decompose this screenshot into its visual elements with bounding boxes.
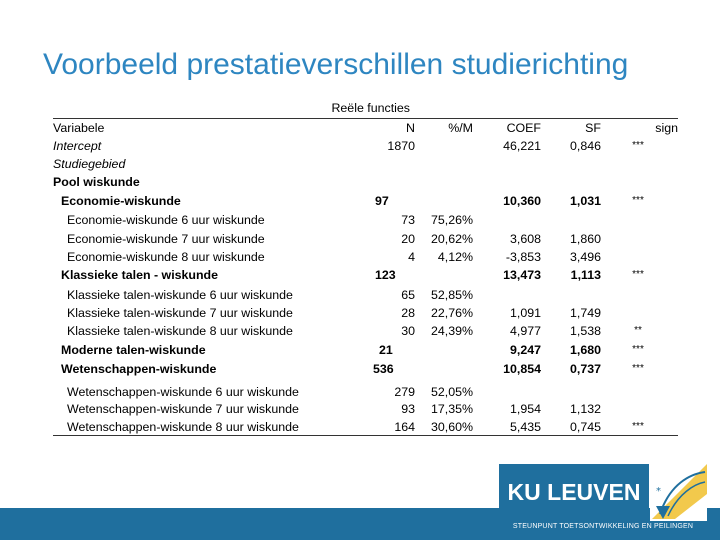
cell-n: 164 [394, 420, 415, 434]
cell-coef: 10,360 [503, 194, 541, 208]
table-row [53, 418, 678, 436]
logo-text: KU LEUVEN [507, 479, 641, 505]
table-row [53, 360, 678, 378]
table-row [53, 173, 678, 191]
cell-pct: 20,62% [430, 232, 473, 246]
cell-sf: 0,745 [569, 420, 601, 434]
cell-n: 97 [375, 194, 389, 208]
table-row [53, 155, 678, 173]
cell-coef: -3,853 [505, 250, 541, 264]
cell-sf: 1,113 [570, 268, 601, 282]
cell-n: 4 [408, 250, 415, 264]
row-label: Intercept [53, 139, 102, 153]
cell-sign: ** [634, 325, 642, 336]
cell-coef: 1,091 [509, 306, 541, 320]
cell-sign: *** [632, 195, 644, 206]
cell-sign: *** [632, 344, 644, 355]
table-row [53, 266, 678, 284]
row-label: Klassieke talen-wiskunde 8 uur wiskunde [67, 324, 293, 338]
table-row [53, 322, 678, 340]
col-header-coef: COEF [506, 121, 541, 135]
ku-leuven-logo [499, 464, 649, 521]
cell-sign: *** [632, 421, 644, 432]
row-label: Klassieke talen - wiskunde [61, 268, 219, 282]
cell-sign: *** [632, 363, 644, 374]
row-label: Wetenschappen-wiskunde 8 uur wiskunde [67, 420, 299, 434]
row-label: Wetenschappen-wiskunde [61, 362, 217, 376]
row-label: Economie-wiskunde 6 uur wiskunde [67, 213, 265, 227]
cell-sign: *** [632, 140, 644, 151]
col-header-pct: %/M [448, 121, 473, 135]
cell-n: 1870 [387, 139, 415, 153]
table-row [53, 211, 678, 229]
cell-n: 123 [375, 268, 396, 282]
table-row [53, 341, 678, 359]
cell-sf: 1,132 [569, 402, 601, 416]
cell-sf: 0,846 [569, 139, 601, 153]
row-label: Studiegebied [53, 157, 126, 171]
page-title: Voorbeeld prestatieverschillen studierichting [43, 48, 629, 81]
cell-n: 30 [401, 324, 415, 338]
table-header-row [53, 119, 678, 137]
table-row [53, 286, 678, 304]
cell-sf: 1,031 [569, 194, 601, 208]
col-header-sf: SF [585, 121, 601, 135]
table-row [53, 137, 678, 155]
table-row [53, 400, 678, 418]
table-row [53, 383, 678, 401]
table-bottom-rule [53, 435, 678, 436]
cell-pct: 24,39% [430, 324, 473, 338]
cell-n: 20 [401, 232, 415, 246]
row-label: Economie-wiskunde [61, 194, 181, 208]
col-header-n: N [406, 121, 415, 135]
cell-n: 65 [401, 288, 415, 302]
table-row [53, 192, 678, 210]
cell-coef: 9,247 [509, 343, 541, 357]
cell-pct: 17,35% [430, 402, 473, 416]
cell-n: 21 [379, 343, 393, 357]
cell-pct: 52,85% [430, 288, 473, 302]
header-reele-functies: Reële functies [331, 101, 410, 115]
cell-sf: 3,496 [569, 250, 601, 264]
cell-sf: 1,749 [569, 306, 601, 320]
cell-pct: 22,76% [430, 306, 473, 320]
row-label: Moderne talen-wiskunde [61, 343, 206, 357]
cell-n: 536 [373, 362, 394, 376]
cell-coef: 13,473 [503, 268, 541, 282]
cell-sign: *** [632, 269, 644, 280]
cell-sf: 1,538 [569, 324, 601, 338]
row-label: Wetenschappen-wiskunde 6 uur wiskunde [67, 385, 299, 399]
cell-pct: 75,26% [430, 213, 473, 227]
ku-leuven-mark-icon [650, 464, 707, 521]
table-row [53, 230, 678, 248]
cell-coef: 1,954 [509, 402, 541, 416]
cell-sf: 1,680 [569, 343, 601, 357]
col-header-variabele: Variabele [53, 121, 105, 135]
col-header-sign: sign [655, 121, 678, 135]
row-label: Wetenschappen-wiskunde 7 uur wiskunde [67, 402, 299, 416]
cell-n: 28 [401, 306, 415, 320]
table-row [53, 304, 678, 322]
row-label: Economie-wiskunde 8 uur wiskunde [67, 250, 265, 264]
footer-subtitle: STEUNPUNT TOETSONTWIKKELING EN PEILINGEN [512, 523, 694, 530]
cell-n: 73 [401, 213, 415, 227]
cell-coef: 3,608 [509, 232, 541, 246]
cell-n: 93 [401, 402, 415, 416]
cell-coef: 4,977 [509, 324, 541, 338]
cell-coef: 5,435 [509, 420, 541, 434]
row-label: Economie-wiskunde 7 uur wiskunde [67, 232, 265, 246]
cell-n: 279 [394, 385, 415, 399]
svg-text:*: * [656, 486, 661, 497]
cell-pct: 52,05% [430, 385, 473, 399]
cell-coef: 10,854 [503, 362, 541, 376]
row-label: Klassieke talen-wiskunde 7 uur wiskunde [67, 306, 293, 320]
cell-pct: 30,60% [430, 420, 473, 434]
row-label: Klassieke talen-wiskunde 6 uur wiskunde [67, 288, 293, 302]
cell-coef: 46,221 [503, 139, 541, 153]
cell-sf: 1,860 [569, 232, 601, 246]
cell-sf: 0,737 [569, 362, 601, 376]
cell-pct: 4,12% [437, 250, 473, 264]
table-row [53, 248, 678, 266]
row-label: Pool wiskunde [53, 175, 140, 189]
